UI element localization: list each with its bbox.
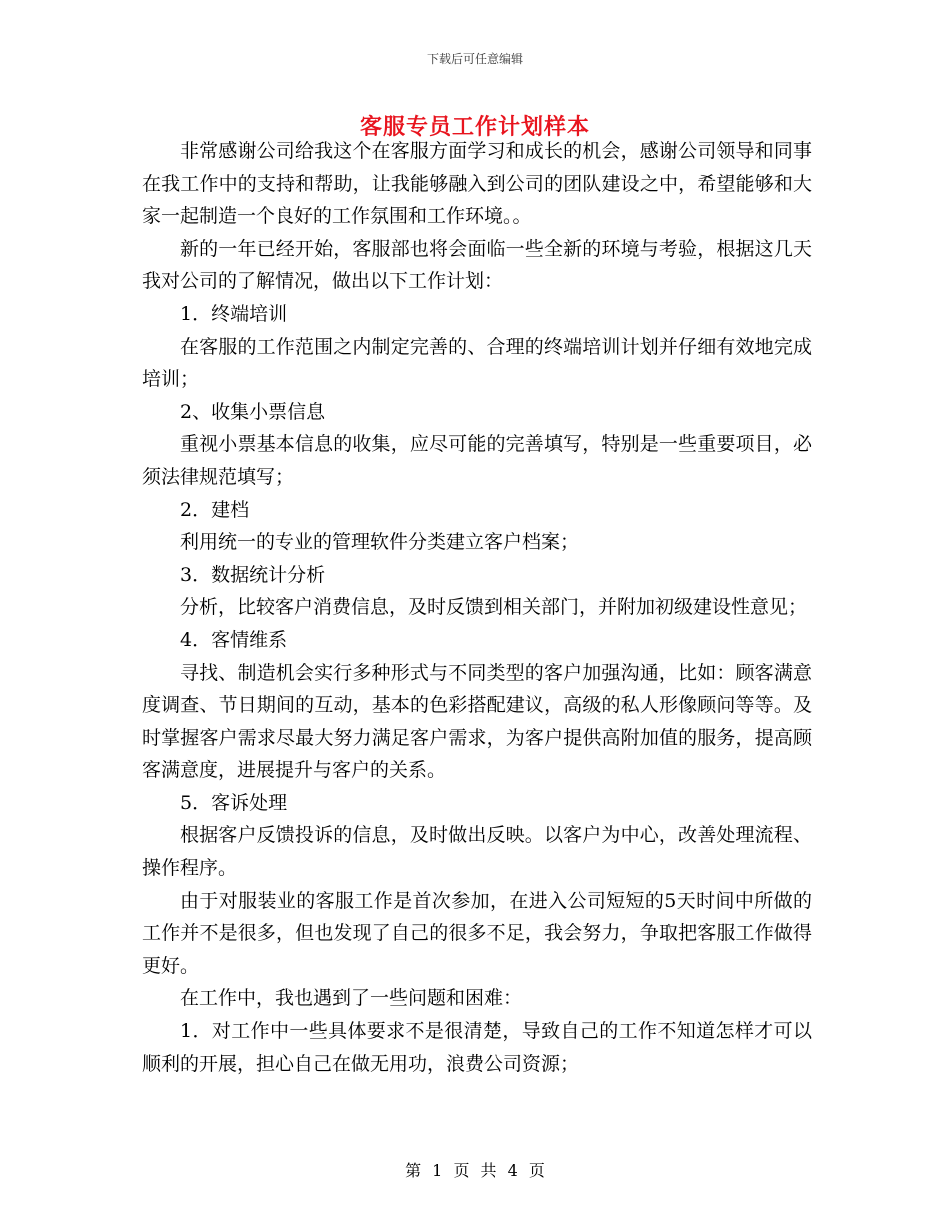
section-heading: 4．客情维系	[180, 628, 288, 651]
paragraph: 分析，比较客户消费信息，及时反馈到相关部门，并附加初级建设性意见；	[180, 596, 808, 619]
paragraph: 根据客户反馈投诉的信息，及时做出反映。以客户为中心，改善处理流程、操作程序。	[142, 824, 812, 880]
paragraph: 非常感谢公司给我这个在客服方面学习和成长的机会，感谢公司领导和同事在我工作中的支持和帮助，让我能够融入到公司的团队建设之中，希望能够和大家一起制造一个良好的工作氛围和工作环境。。	[142, 140, 812, 228]
page-header-note: 下载后可任意编辑	[426, 52, 523, 66]
paragraph: 寻找、制造机会实行多种形式与不同类型的客户加强沟通，比如：顾客满意度调查、节日期间的互动，基本的色彩搭配建议，高级的私人形像顾问等等。及时掌握客户需求尽最大努力满足客户需求，为客户提供高附加值的服务，提高顾客满意度，进展提升与客户的关系。	[142, 661, 812, 782]
paragraph: 重视小票基本信息的收集，应尽可能的完善填写，特别是一些重要项目，必须法律规范填写；	[142, 433, 812, 488]
section-heading: 5．客诉处理	[180, 791, 288, 814]
section-heading: 2．建档	[180, 498, 250, 521]
document-body	[142, 135, 812, 1080]
paragraph: 在客服的工作范围之内制定完善的、合理的终端培训计划并仔细有效地完成培训；	[142, 335, 812, 391]
page-number-footer: 第 1 页 共 4 页	[405, 1161, 545, 1180]
paragraph: 1．对工作中一些具体要求不是很清楚，导致自己的工作不知道怎样才可以顺利的开展，担心自己在做无用功，浪费公司资源；	[142, 1020, 812, 1075]
paragraph: 利用统一的专业的管理软件分类建立客户档案；	[180, 531, 580, 554]
paragraph: 由于对服装业的客服工作是首次参加，在进入公司短短的5天时间中所做的工作并不是很多，但也发现了自己的很多不足，我会努力，争取把客服工作做得更好。	[142, 889, 812, 977]
document-title: 客服专员工作计划样本	[359, 114, 590, 140]
section-heading: 2、收集小票信息	[180, 400, 326, 423]
section-heading: 3．数据统计分析	[180, 563, 326, 586]
section-heading: 1．终端培训	[180, 302, 288, 325]
paragraph: 在工作中，我也遇到了一些问题和困难：	[180, 987, 523, 1010]
paragraph: 新的一年已经开始，客服部也将会面临一些全新的环境与考验，根据这几天我对公司的了解情况，做出以下工作计划：	[142, 237, 812, 293]
